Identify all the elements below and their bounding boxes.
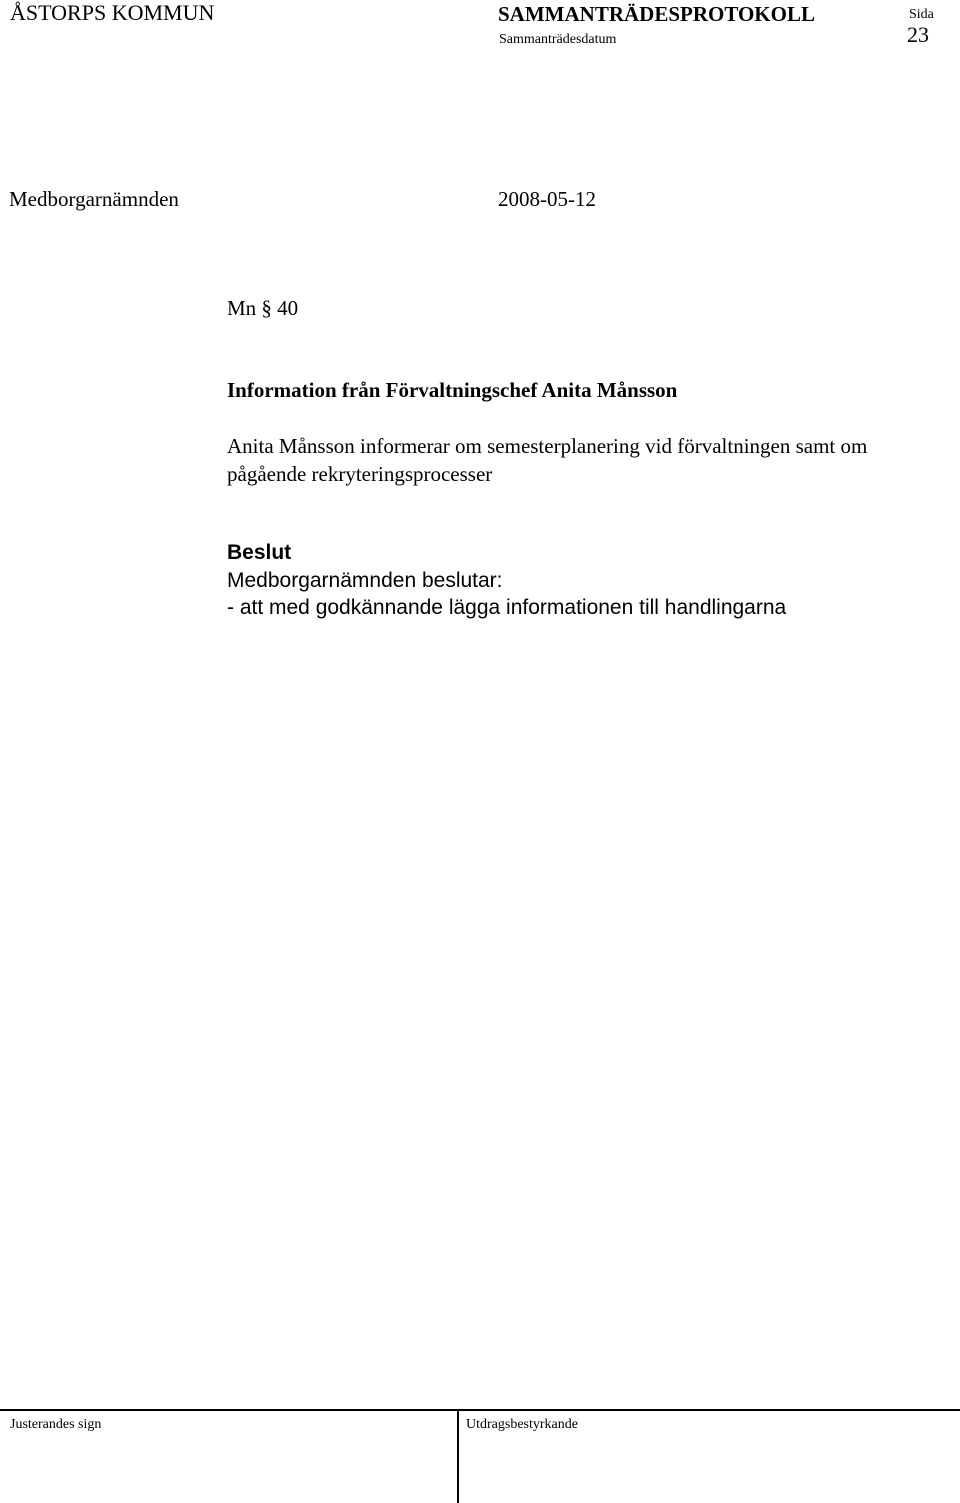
certification-field-label: Utdragsbestyrkande — [466, 1417, 578, 1432]
footer-rule — [0, 1409, 960, 1411]
decision-item: - att med godkännande lägga informationen till handlingarna — [227, 596, 787, 619]
decision-intro: Medborgarnämnden beslutar: — [227, 569, 503, 592]
page-number: 23 — [907, 22, 929, 47]
footer-divider — [457, 1410, 459, 1503]
organization-name: ÅSTORPS KOMMUN — [10, 0, 215, 25]
meeting-date-label: Sammanträdesdatum — [499, 32, 617, 47]
meeting-date: 2008-05-12 — [498, 187, 596, 211]
decision-heading: Beslut — [227, 541, 292, 564]
page-label: Sida — [909, 7, 934, 22]
item-body: Anita Månsson informerar om semesterplanering vid förvaltningen samt om pågående rekryteringsprocesser — [227, 434, 868, 486]
item-title: Information från Förvaltningschef Anita Månsson — [227, 378, 678, 402]
signature-field-label: Justerandes sign — [10, 1417, 102, 1432]
paragraph-number: Mn § 40 — [227, 296, 299, 320]
committee-name: Medborgarnämnden — [9, 187, 179, 211]
document-title: SAMMANTRÄDESPROTOKOLL — [498, 2, 815, 26]
